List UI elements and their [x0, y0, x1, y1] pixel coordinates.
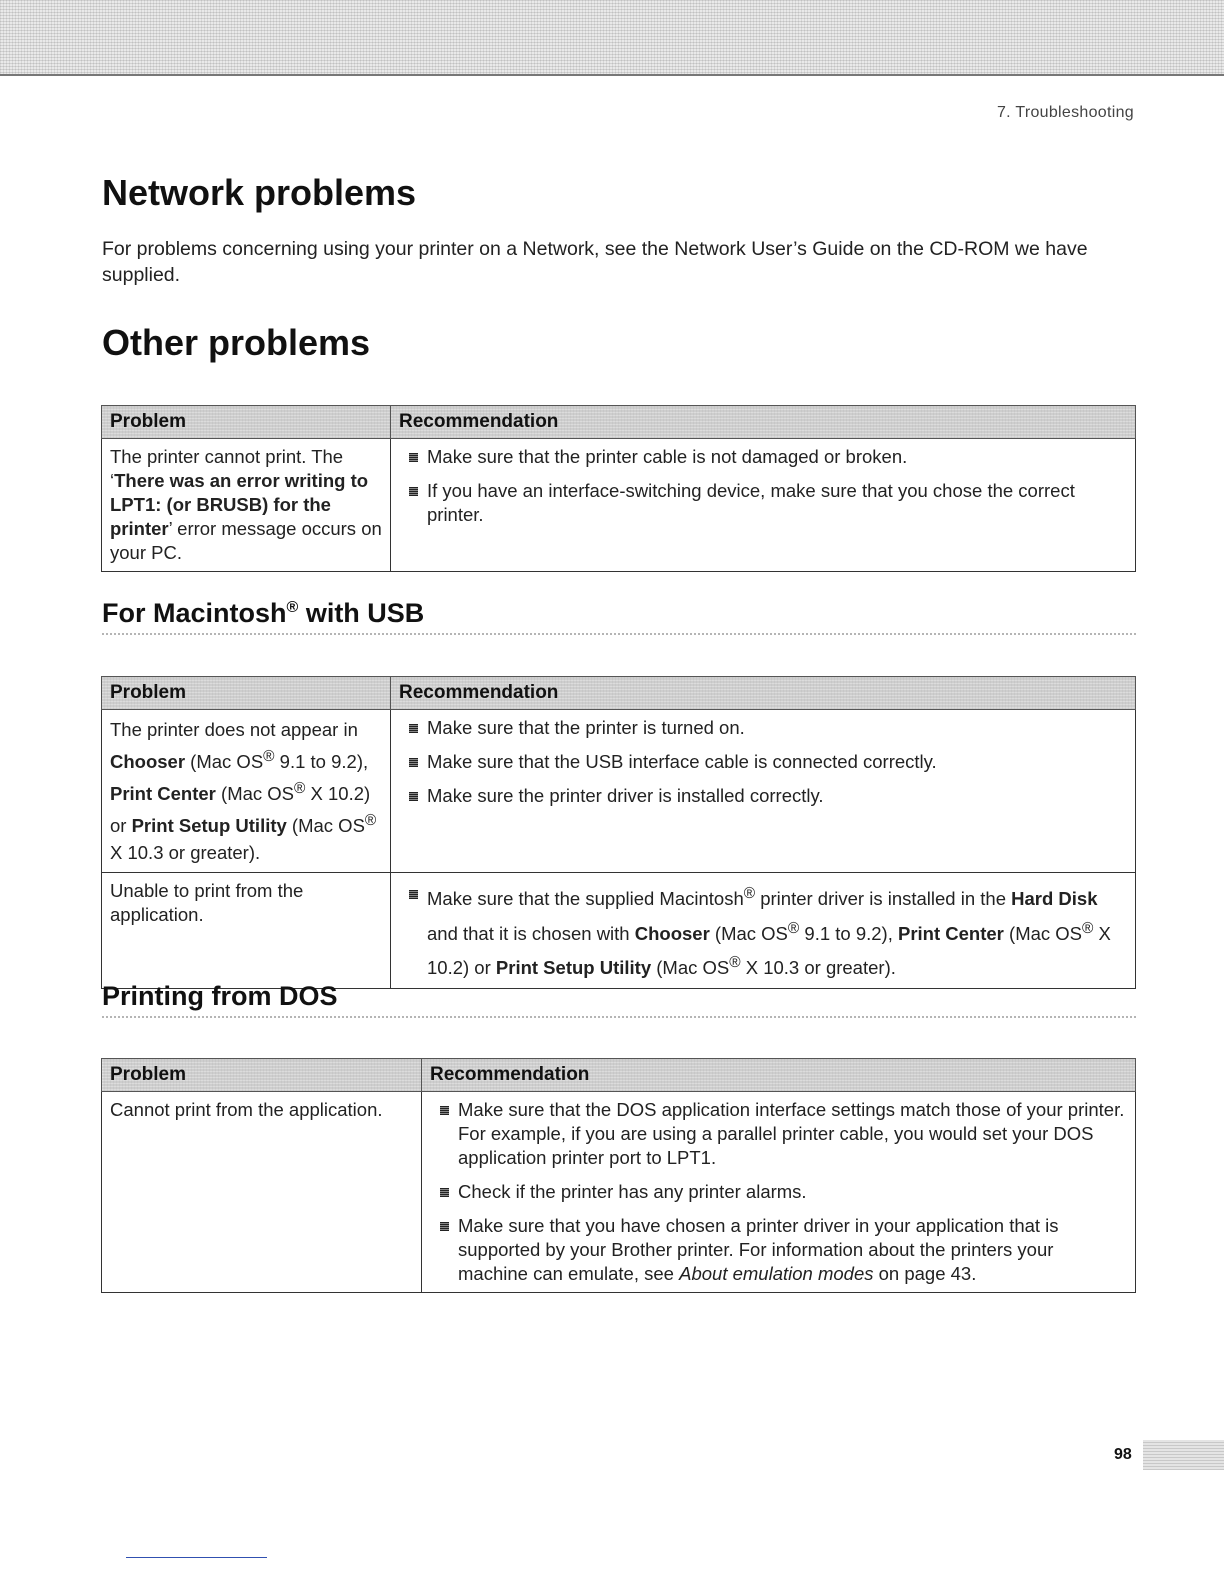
square-bullet-icon	[409, 453, 418, 462]
recommendation-text: (Mac OS	[709, 922, 788, 944]
recommendation-text: X 10.3 or greater).	[740, 956, 896, 978]
problem-cell: Cannot print from the application.	[102, 1092, 422, 1293]
hard-disk-label: Hard Disk	[1011, 888, 1098, 910]
square-bullet-icon	[440, 1222, 449, 1231]
problem-cell	[102, 710, 391, 873]
recommendation-text: and that it is chosen with	[427, 922, 635, 944]
recommendation-item	[430, 1098, 1127, 1170]
recommendation-text: Make sure that the supplied Macintosh	[427, 888, 744, 910]
problem-text: X 10.2) or	[110, 783, 371, 837]
heading-text: with USB	[298, 598, 425, 628]
macintosh-usb-table	[101, 676, 1136, 989]
recommendation-cell	[391, 710, 1136, 873]
recommendation-text: 9.1 to 9.2),	[799, 922, 898, 944]
recommendation-cell	[391, 439, 1136, 572]
table-row	[102, 1092, 1136, 1293]
recommendation-cell	[422, 1092, 1136, 1293]
problem-cell	[102, 439, 391, 572]
recommendation-text: Make sure that the DOS application interface settings match those of your printer. For example, if you are using a parallel printer cable, you would set your DOS application printer port to LPT1.	[458, 1099, 1125, 1168]
problem-text: (Mac OS	[185, 751, 264, 773]
column-header-problem: Problem	[102, 1059, 422, 1092]
table-header-row	[102, 677, 1136, 710]
problem-text: The printer does not appear in	[110, 719, 358, 740]
square-bullet-icon	[409, 724, 418, 733]
dos-table	[101, 1058, 1136, 1293]
page-tab	[1143, 1440, 1224, 1470]
column-header-problem: Problem	[102, 406, 391, 439]
registered-mark: ®	[743, 885, 756, 903]
square-bullet-icon	[409, 792, 418, 801]
problem-text: X 10.3 or greater).	[110, 842, 261, 864]
table-row	[102, 439, 1136, 572]
registered-mark: ®	[286, 599, 299, 616]
recommendation-list	[399, 879, 1127, 981]
recommendation-text: Make sure that the printer cable is not damaged or broken.	[427, 446, 908, 467]
chooser-label: Chooser	[110, 751, 186, 773]
column-header-recommendation: Recommendation	[422, 1059, 1136, 1092]
recommendation-text: Check if the printer has any printer alarms.	[458, 1181, 807, 1202]
error-message: There was an error writing to LPT1: (or BRUSB) for the printer	[110, 470, 369, 539]
recommendation-item	[399, 879, 1127, 981]
quote-open: ‘	[110, 470, 115, 491]
table-row	[102, 873, 1136, 988]
chooser-label: Chooser	[634, 922, 710, 944]
network-problems-text: For problems concerning using your printer on a Network, see the Network User’s Guide on the CD-ROM we have supplied.	[102, 238, 1088, 286]
recommendation-list	[399, 445, 1127, 527]
chapter-title: 7. Troubleshooting	[996, 104, 1134, 121]
recommendation-text: X 10.2) or	[427, 922, 1111, 978]
network-problems-heading: Network problems	[102, 172, 417, 213]
registered-mark: ®	[294, 780, 306, 798]
print-setup-utility-label: Print Setup Utility	[495, 956, 652, 978]
recommendation-cell	[391, 873, 1136, 988]
macintosh-usb-heading	[102, 598, 1136, 635]
print-setup-utility-label: Print Setup Utility	[131, 815, 287, 837]
column-header-problem: Problem	[102, 677, 391, 710]
recommendation-text: (Mac OS	[1003, 922, 1083, 944]
table-row	[102, 710, 1136, 873]
column-header-recommendation: Recommendation	[391, 406, 1136, 439]
recommendation-text: Make sure that the USB interface cable is connected correctly.	[427, 751, 937, 772]
square-bullet-icon	[409, 890, 418, 899]
recommendation-text: Make sure the printer driver is installed correctly.	[427, 785, 824, 806]
square-bullet-icon	[440, 1188, 449, 1197]
header-band	[0, 0, 1224, 76]
recommendation-text: If you have an interface-switching device, make sure that you chose the correct printer.	[427, 480, 1075, 525]
recommendation-item	[430, 1214, 1127, 1286]
recommendation-text: (Mac OS	[651, 956, 730, 978]
problem-text: 9.1 to 9.2),	[274, 751, 369, 773]
page-number: 98	[1114, 1446, 1132, 1463]
registered-mark: ®	[729, 953, 741, 971]
recommendation-item	[399, 445, 1127, 469]
problem-text: (Mac OS	[215, 783, 295, 805]
square-bullet-icon	[409, 758, 418, 767]
problem-text: The printer cannot print. The	[110, 446, 344, 467]
cross-reference-link[interactable]: About emulation modes	[679, 1263, 874, 1284]
recommendation-list	[399, 716, 1127, 808]
print-center-label: Print Center	[898, 922, 1004, 944]
registered-mark: ®	[364, 812, 377, 830]
printing-from-dos-heading: Printing from DOS	[102, 981, 1136, 1018]
recommendation-text: Make sure that you have chosen a printer driver in your application that is supported by your Brother printer. For information about the printers your machine can emulate, see	[458, 1215, 1059, 1284]
other-problems-table	[101, 405, 1136, 572]
registered-mark: ®	[263, 748, 275, 765]
recommendation-item	[399, 750, 1127, 774]
problem-cell: Unable to print from the application.	[102, 873, 391, 988]
print-center-label: Print Center	[110, 783, 216, 805]
recommendation-item	[430, 1180, 1127, 1204]
registered-mark: ®	[787, 919, 800, 937]
square-bullet-icon	[409, 487, 418, 496]
footer-rule	[126, 1557, 267, 1558]
recommendation-text: Make sure that the printer is turned on.	[427, 717, 745, 738]
recommendation-item	[399, 479, 1127, 527]
heading-text: For Macintosh	[102, 598, 287, 628]
column-header-recommendation: Recommendation	[391, 677, 1136, 710]
table-header-row	[102, 406, 1136, 439]
recommendation-list	[430, 1098, 1127, 1286]
problem-text: ’ error message occurs on your PC.	[110, 518, 382, 563]
recommendation-text: printer driver is installed in the	[755, 888, 1012, 910]
recommendation-text: on page 43.	[873, 1263, 977, 1284]
square-bullet-icon	[440, 1106, 449, 1115]
recommendation-item	[399, 716, 1127, 740]
recommendation-item	[399, 784, 1127, 808]
other-problems-heading: Other problems	[102, 322, 371, 363]
table-header-row	[102, 1059, 1136, 1092]
problem-text: (Mac OS	[286, 815, 365, 837]
registered-mark: ®	[1082, 919, 1094, 937]
